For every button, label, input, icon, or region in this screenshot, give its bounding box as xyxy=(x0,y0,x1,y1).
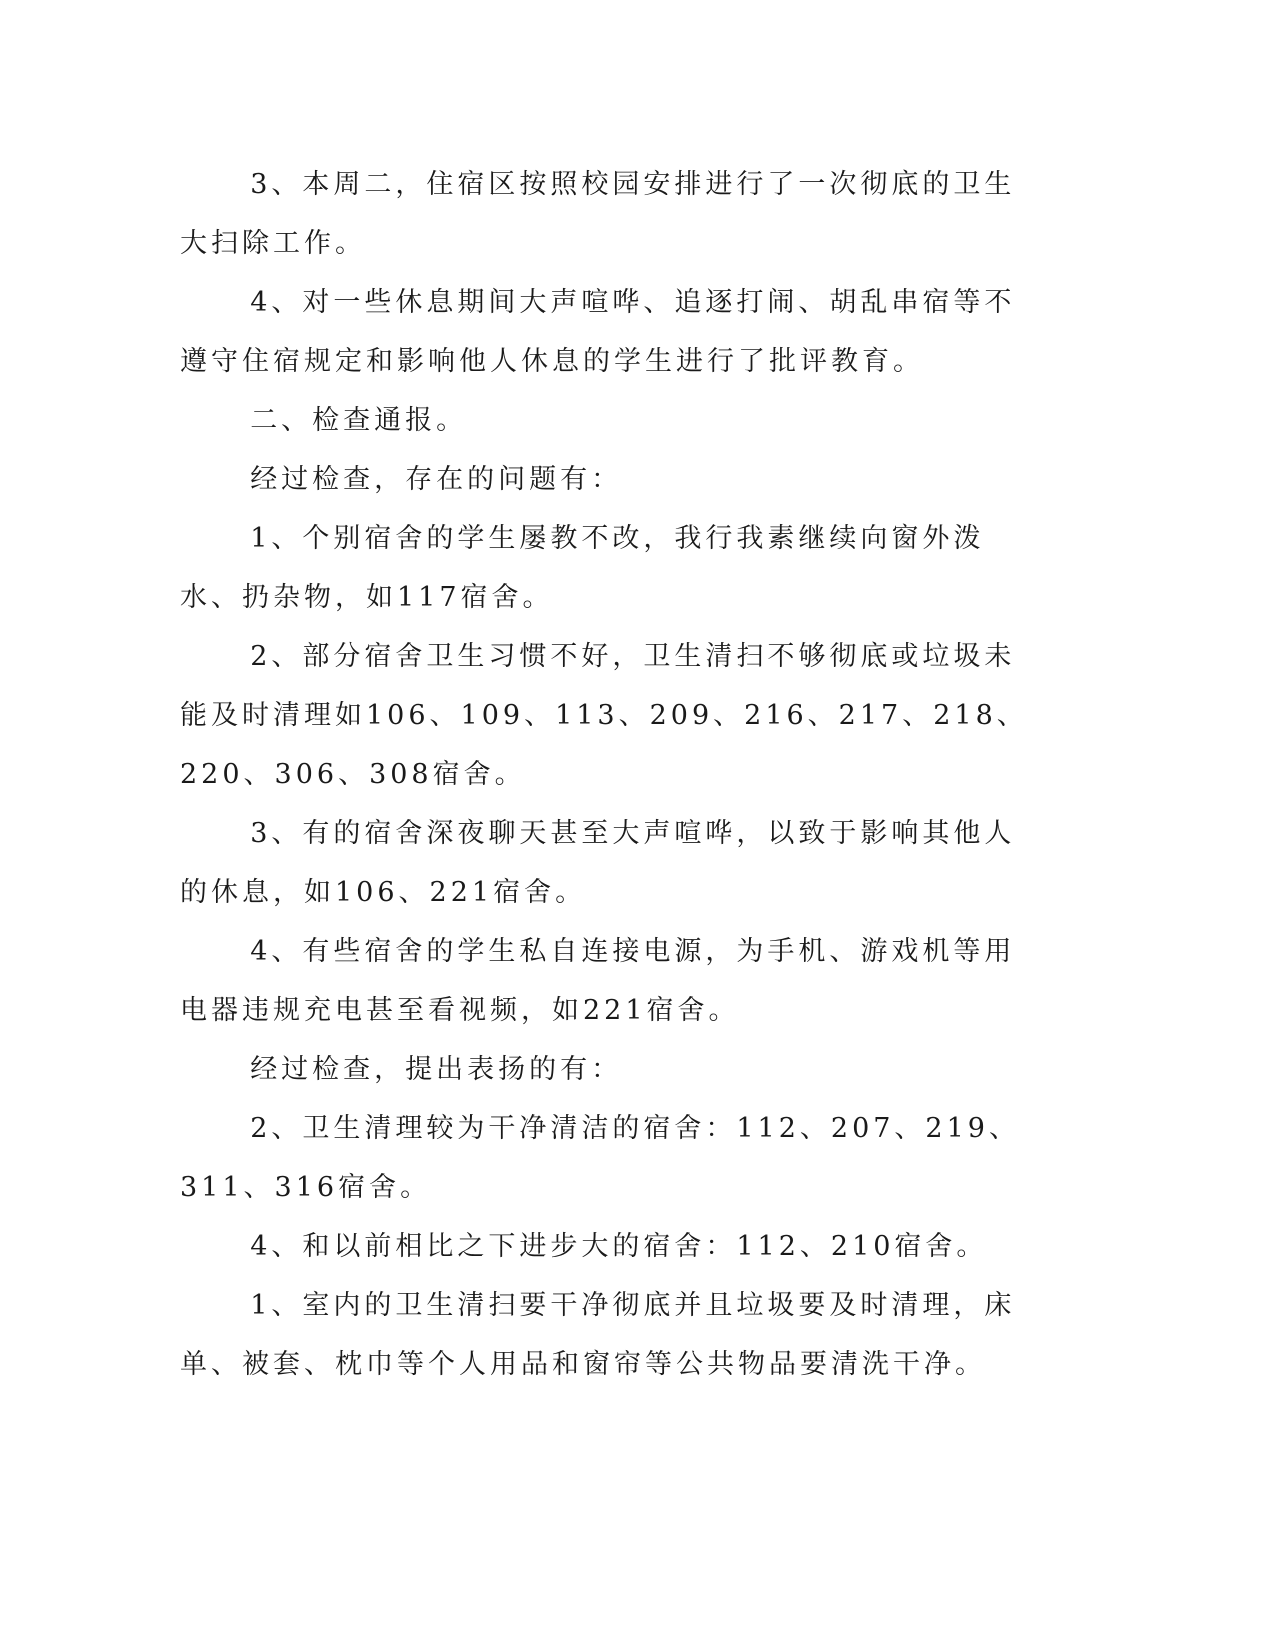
paragraph: 1、个别宿舍的学生屡教不改，我行我素继续向窗外泼水、扔杂物，如117宿舍。 xyxy=(180,523,985,613)
section-heading: 二、检查通报。 xyxy=(250,405,468,436)
paragraph: 1、室内的卫生清扫要干净彻底并且垃圾要及时清理，床单、被套、枕巾等个人用品和窗帘等公共物品要清洗干净。 xyxy=(180,1290,1016,1380)
paragraph: 4、和以前相比之下进步大的宿舍：112、210宿舍。 xyxy=(250,1231,988,1262)
paragraph: 4、对一些休息期间大声喧哗、追逐打闹、胡乱串宿等不遵守住宿规定和影响他人休息的学生进行了批评教育。 xyxy=(180,287,1016,377)
paragraph: 3、本周二，住宿区按照校园安排进行了一次彻底的卫生大扫除工作。 xyxy=(180,169,1016,259)
paragraph: 4、有些宿舍的学生私自连接电源，为手机、游戏机等用电器违规充电甚至看视频，如221宿舍。 xyxy=(180,936,1016,1026)
paragraph: 3、有的宿舍深夜聊天甚至大声喧哗，以致于影响其他人的休息，如106、221宿舍。 xyxy=(180,818,1016,908)
document-body xyxy=(180,155,1040,1394)
paragraph: 经过检查，提出表扬的有： xyxy=(250,1054,623,1085)
paragraph: 经过检查，存在的问题有： xyxy=(250,464,623,495)
paragraph: 2、卫生清理较为干净清洁的宿舍：112、207、219、311、316宿舍。 xyxy=(180,1113,1020,1203)
paragraph: 2、部分宿舍卫生习惯不好，卫生清扫不够彻底或垃圾未能及时清理如106、109、113、209、216、217、218、220、306、308宿舍。 xyxy=(180,641,1028,790)
